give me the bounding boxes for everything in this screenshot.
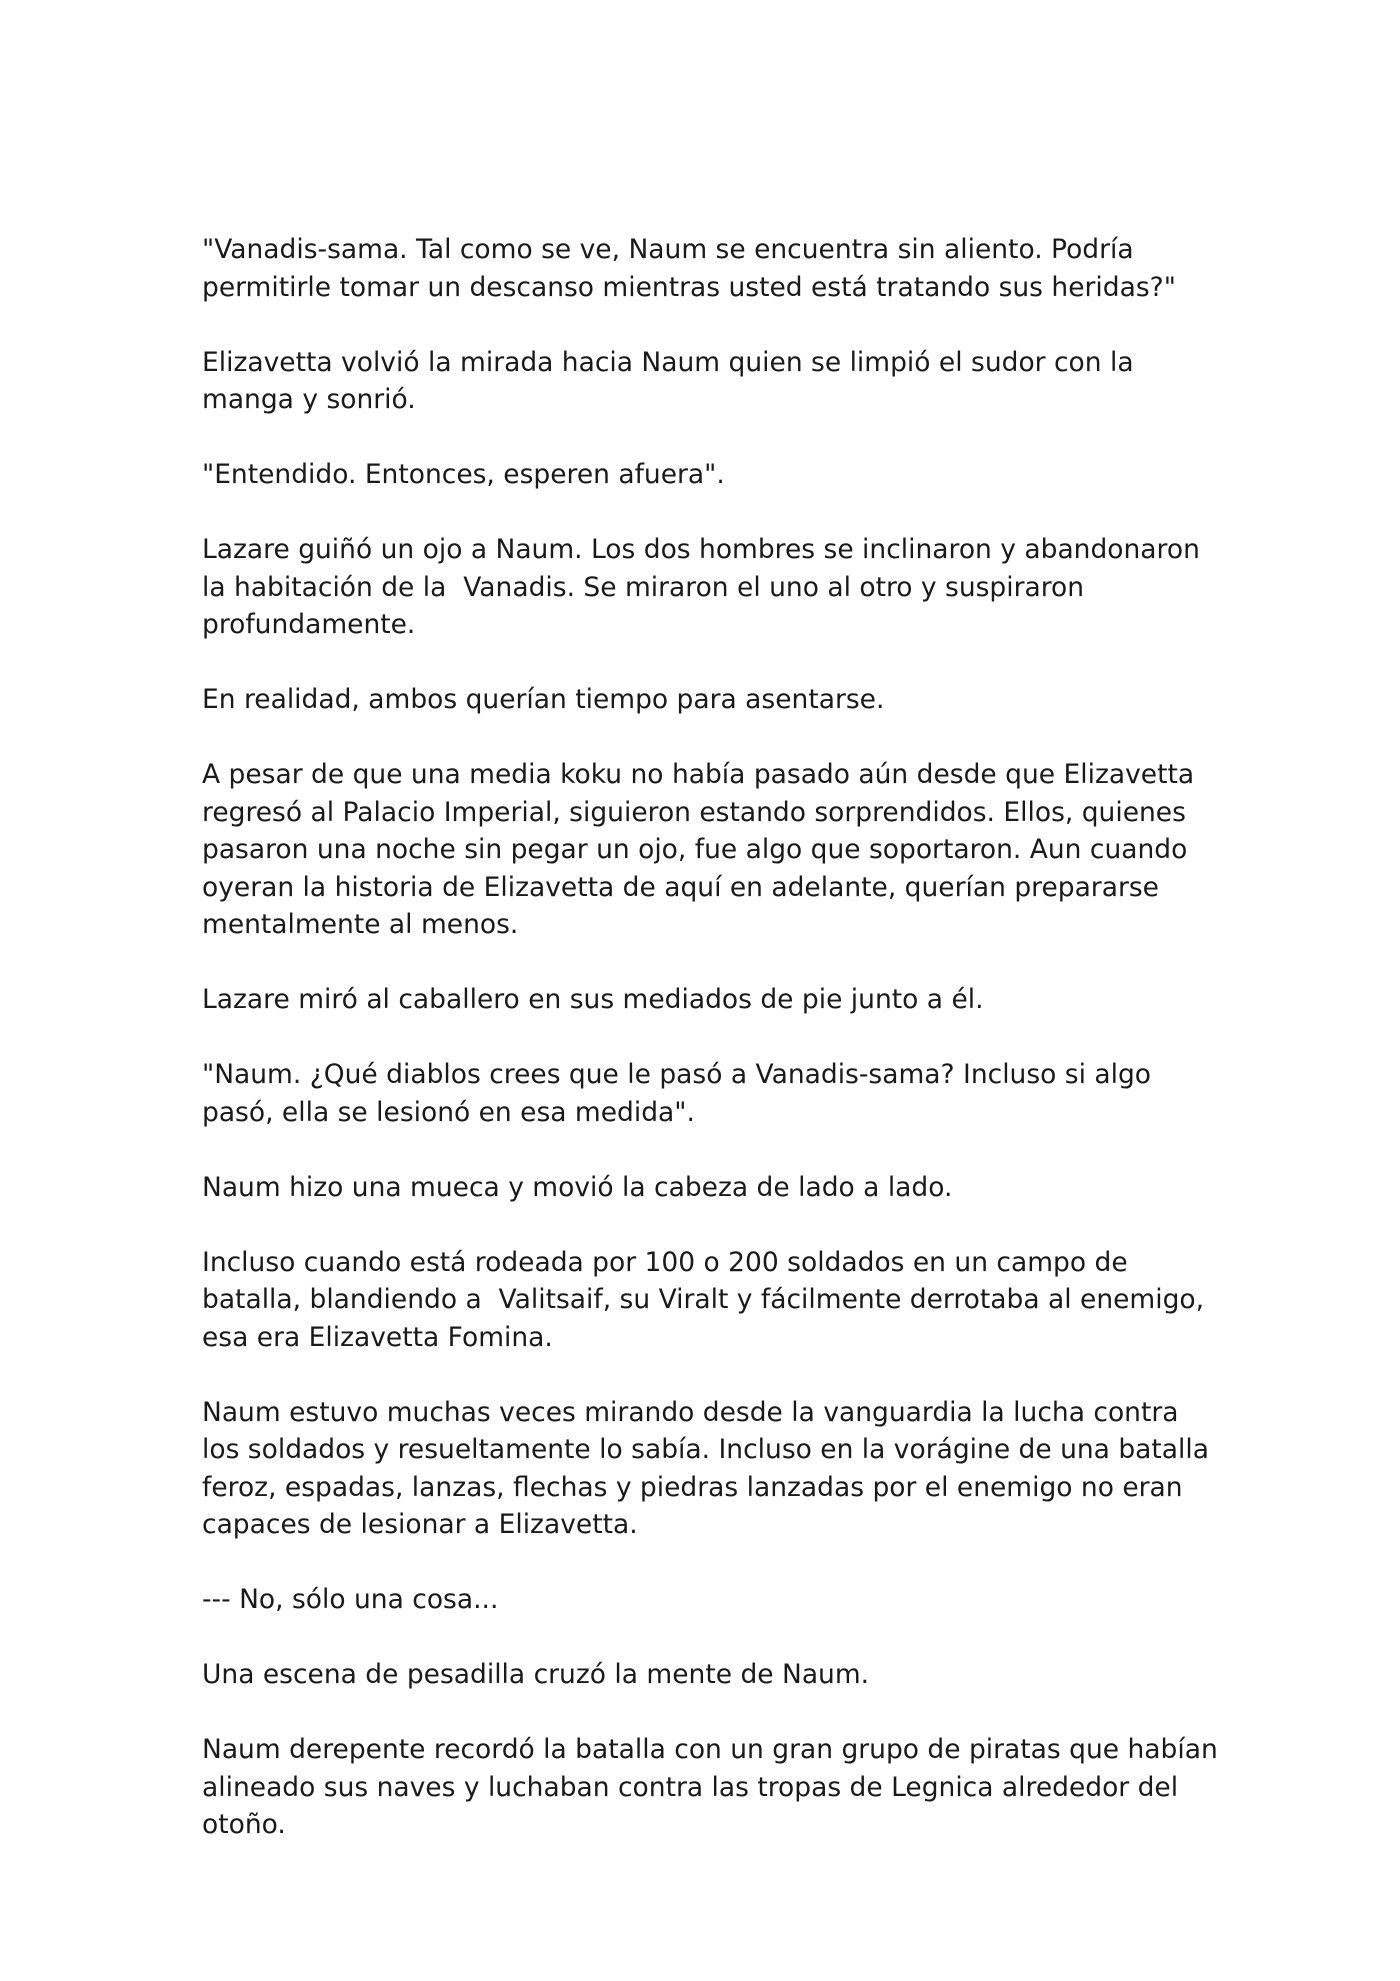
paragraph: Lazare guiñó un ojo a Naum. Los dos hombres se inclinaron y abandonaron la habitación de la Vanadis. Se miraron el uno al otro y suspiraron profundamente.: [202, 534, 1209, 640]
paragraph: Naum hizo una mueca y movió la cabeza de lado a lado.: [202, 1171, 953, 1203]
paragraph: Una escena de pesadilla cruzó la mente de Naum.: [202, 1659, 870, 1690]
paragraph: En realidad, ambos querían tiempo para asentarse.: [202, 684, 885, 715]
paragraph: "Entendido. Entonces, esperen afuera".: [202, 459, 725, 490]
paragraph: Elizavetta volvió la mirada hacia Naum quien se limpió el sudor con la manga y sonrió.: [202, 346, 1143, 415]
paragraph: Incluso cuando está rodeada por 100 o 200 soldados en un campo de batalla, blandiendo a Valitsaif, su Viralt y fácilmente derrotaba al enemigo, esa era Elizavetta Fomina.: [202, 1246, 1213, 1353]
paragraph: Lazare miró al caballero en sus mediados de pie junto a él.: [202, 984, 984, 1015]
paragraph: --- No, sólo una cosa...: [202, 1584, 499, 1615]
paragraph: "Vanadis-sama. Tal como se ve, Naum se encuentra sin aliento. Podría permitirle tomar un descanso mientras usted está tratando sus heridas?": [202, 234, 1176, 303]
paragraph: Naum estuvo muchas veces mirando desde la vanguardia la lucha contra los soldados y resueltamente lo sabía. Incluso en la vorágine de una batalla feroz, espadas, lanzas, flechas y piedras lanzadas por el enemigo no eran capaces de lesionar a Elizavetta.: [202, 1396, 1218, 1540]
paragraph: A pesar de que una media koku no había pasado aún desde que Elizavetta regresó al Palacio Imperial, siguieron estando sorprendidos. Ellos, quienes pasaron una noche sin pegar un ojo, fue algo que soportaron. Aun cuando oyeran la historia de Elizavetta de aquí en adelante, querían prepararse mentalmente al menos.: [202, 759, 1203, 940]
paragraph: Naum derepente recordó la batalla con un gran grupo de piratas que habían alineado sus naves y luchaban contra las tropas de Legnica alrededor del otoño.: [202, 1734, 1227, 1840]
paragraph: "Naum. ¿Qué diablos crees que le pasó a Vanadis-sama? Incluso si algo pasó, ella se lesionó en esa medida".: [202, 1059, 1160, 1128]
document-body: [202, 231, 1227, 1844]
